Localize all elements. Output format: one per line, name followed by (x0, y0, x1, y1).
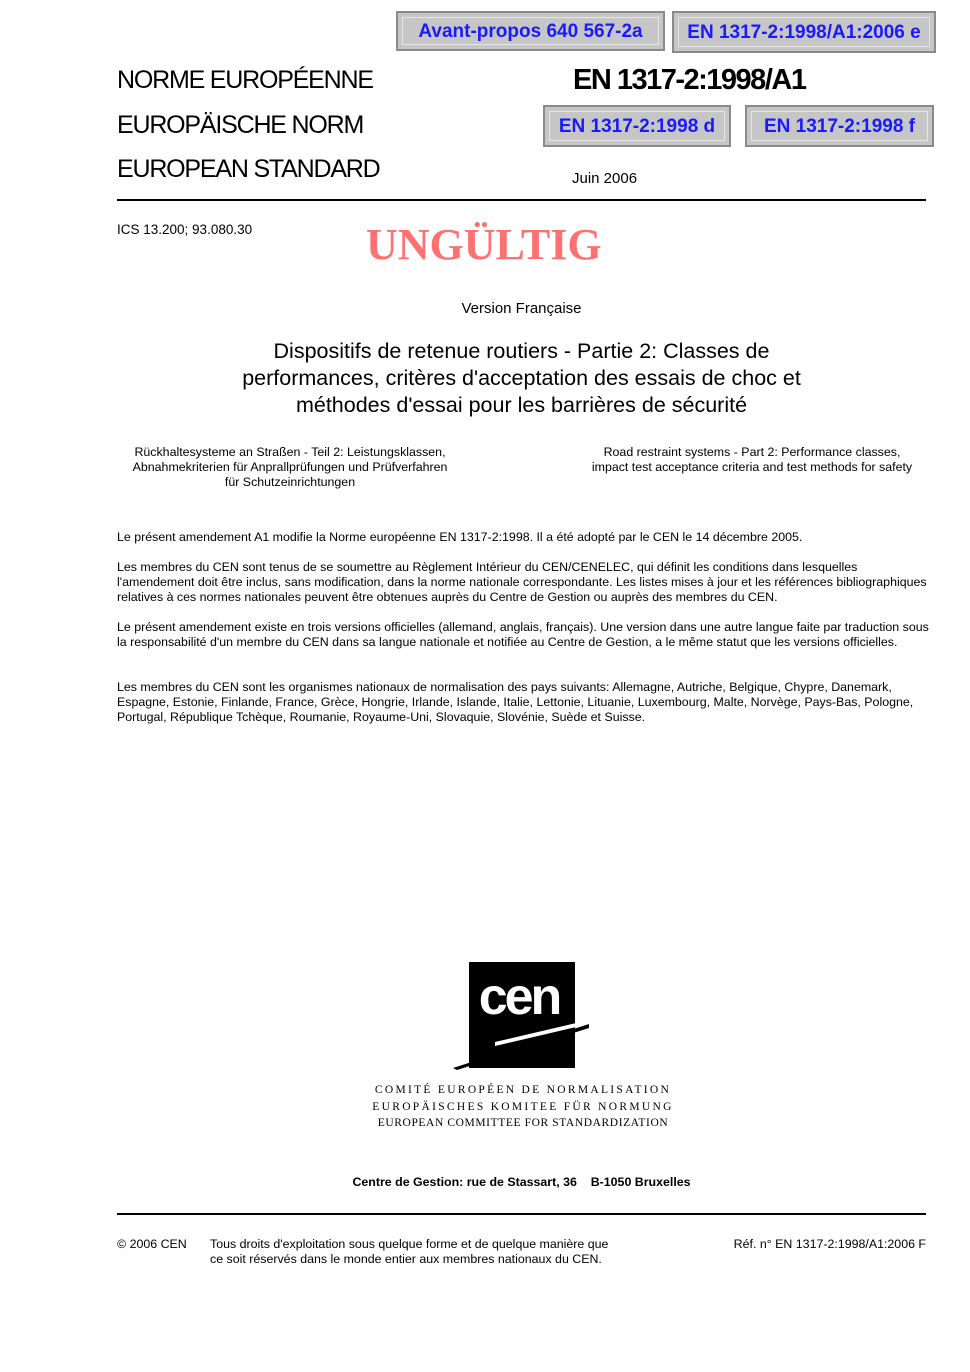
title-german (117, 445, 463, 490)
english-version-label: EN 1317-2:1998/A1:2006 e (687, 22, 921, 43)
title-english (576, 445, 928, 475)
rights-notice-line: Tous droits d'exploitation sous quelque forme et de quelque manière que (210, 1237, 609, 1251)
norm-title-en: EUROPEAN STANDARD (117, 155, 380, 183)
main-title-line: Dispositifs de retenue routiers - Partie 2: Classes de (273, 339, 770, 363)
main-title (117, 338, 926, 419)
title-german-line: Abnahmekriterien für Anprallprüfungen und Prüfverfahren (132, 460, 448, 474)
avant-propos-link[interactable] (396, 11, 665, 51)
french-version-label: EN 1317-2:1998 f (763, 116, 916, 137)
title-german-line: für Schutzeinrichtungen (224, 475, 356, 489)
reference-number: Réf. n° EN 1317-2:1998/A1:2006 F (733, 1237, 926, 1251)
paragraph-members-obligation: Les membres du CEN sont tenus de se soumettre au Règlement Intérieur du CEN/CENELEC, qui définit les conditions dans lesquelles l'amendement doit être inclus, sans modification, dans la norme nationale correspondante. Les listes mises à jour et les références bibliographiques relatives à ces normes nationales peuvent être obtenues auprès du Centre de Gestion ou auprès des membres du CEN. (117, 560, 927, 604)
document-number: EN 1317-2:1998/A1 (573, 64, 806, 96)
committee-name-en: EUROPEAN COMMITTEE FOR STANDARDIZATION (377, 1117, 669, 1129)
cen-logo-text: cen (478, 968, 560, 1026)
main-title-line: performances, critères d'acceptation des essais de choc et (242, 366, 801, 390)
footer-divider (117, 1213, 926, 1215)
header-divider (117, 199, 926, 201)
paragraph-member-countries: Les membres du CEN sont les organismes nationaux de normalisation des pays suivants: Allemagne, Autriche, Belgique, Chypre, Danemark, Espagne, Estonie, Finlande, France, Grèce, Hongrie, Irlande, Islande, Italie, Lettonie, Lituanie, Luxembourg, Malte, Norvège, Pays-Bas, Pologne, Portugal, République Tchèque, Roumanie, Royaume-Uni, Slovaquie, Slovénie, Suède et Suisse. (117, 680, 914, 724)
title-english-line: Road restraint systems - Part 2: Performance classes, (603, 445, 901, 459)
rights-notice (210, 1237, 608, 1267)
german-version-label: EN 1317-2:1998 d (558, 116, 716, 137)
version-label: Version Française (461, 300, 582, 317)
committee-name-de: EUROPÄISCHES KOMITEE FÜR NORMUNG (372, 1101, 674, 1113)
main-title-line: méthodes d'essai pour les barrières de sécurité (295, 393, 748, 417)
norm-title-fr: NORME EUROPÉENNE (117, 66, 373, 94)
avant-propos-label: Avant-propos 640 567-2a (418, 21, 643, 42)
english-version-link[interactable] (672, 11, 936, 53)
paragraph-official-versions: Le présent amendement existe en trois versions officielles (allemand, anglais, français). Une version dans une autre langue faite par traduction sous la responsabilité d'un membre du CEN dans sa langue nationale et notifiée au Centre de Gestion, a le même statut que les versions officielles. (117, 620, 929, 649)
title-german-line: Rückhaltesysteme an Straßen - Teil 2: Leistungsklassen, (134, 445, 446, 459)
french-version-link[interactable] (745, 105, 934, 147)
paragraph-adoption: Le présent amendement A1 modifie la Norme européenne EN 1317-2:1998. Il a été adopté par le CEN le 14 décembre 2005. (117, 530, 803, 544)
norm-title-de: EUROPÄISCHE NORM (117, 111, 364, 139)
rights-notice-line: ce soit réservés dans le monde entier aux membres nationaux du CEN. (210, 1252, 602, 1266)
german-version-link[interactable] (543, 105, 731, 147)
management-centre-address: Centre de Gestion: rue de Stassart, 36 B-1050 Bruxelles (352, 1175, 691, 1189)
ics-code: ICS 13.200; 93.080.30 (117, 222, 253, 237)
publication-date: Juin 2006 (572, 170, 638, 187)
invalid-stamp: UNGÜLTIG (366, 220, 602, 269)
cen-logo-icon (453, 962, 589, 1070)
copyright: © 2006 CEN (117, 1237, 187, 1251)
committee-name-fr: COMITÉ EUROPÉEN DE NORMALISATION (374, 1084, 672, 1096)
title-english-line: impact test acceptance criteria and test methods for safety (591, 460, 913, 474)
